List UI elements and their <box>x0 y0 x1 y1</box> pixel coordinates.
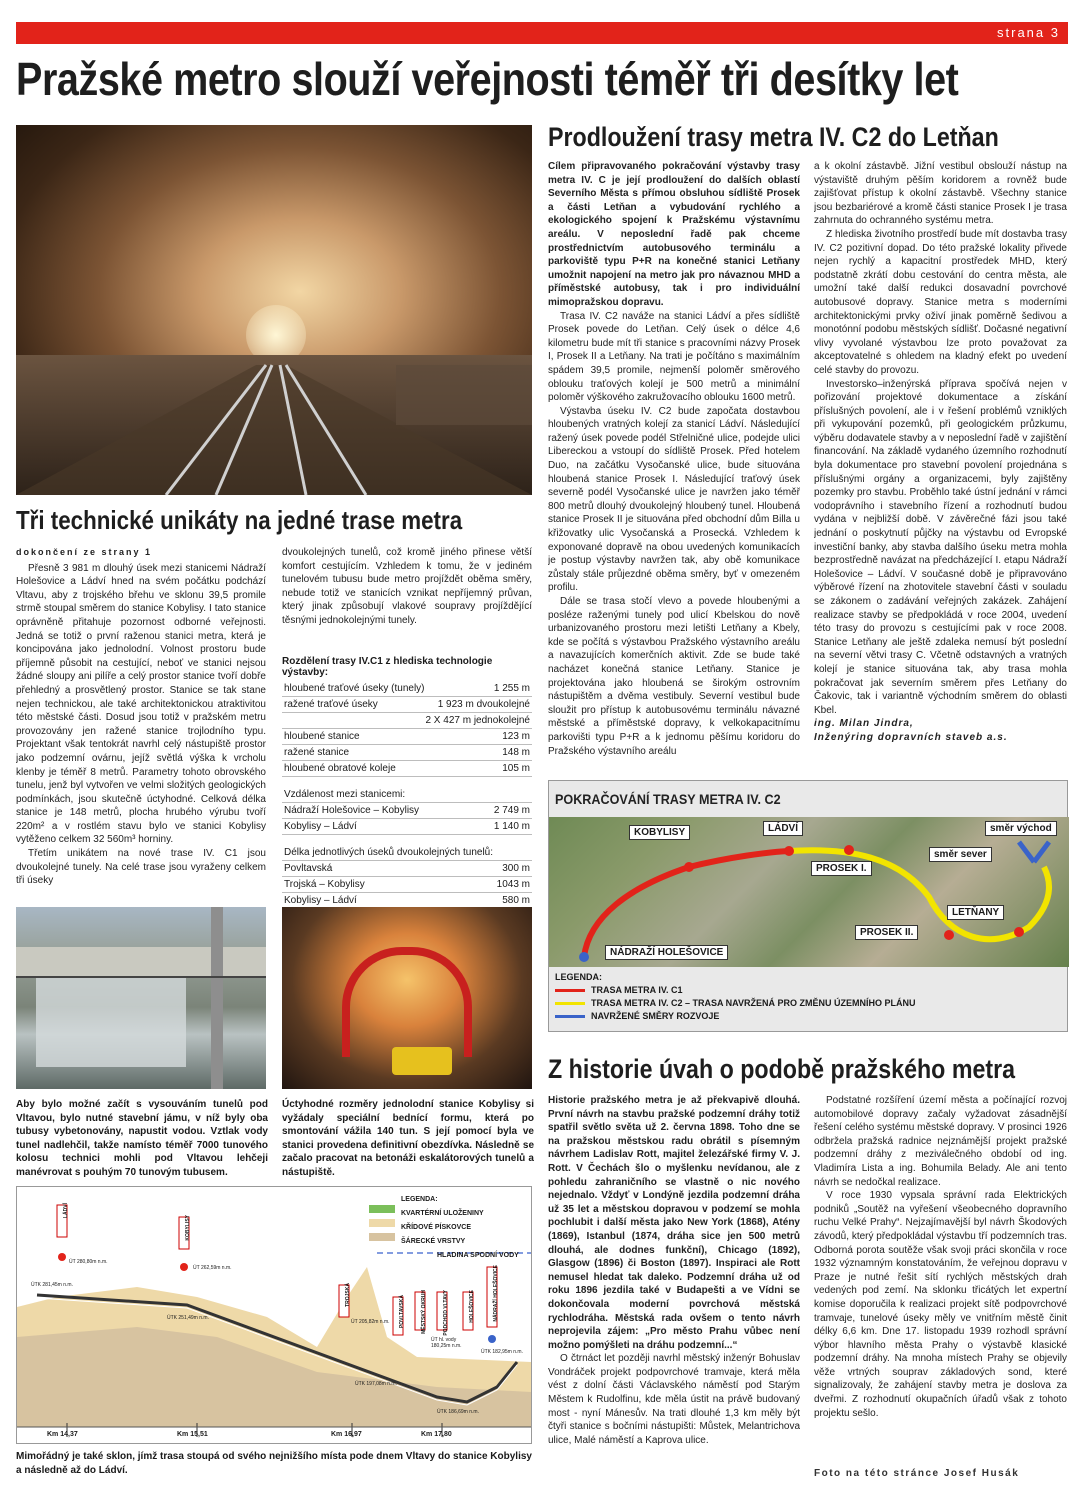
flooded-pit-illustration <box>16 907 266 1089</box>
kicker: dokončení ze strany 1 <box>16 547 153 557</box>
map-label: PROSEK I. <box>811 861 872 876</box>
table-row: hloubené obratové koleje 105 m <box>282 761 532 777</box>
station-formwork-photo <box>282 907 532 1089</box>
station-label: LÁDVÍ <box>63 1203 69 1218</box>
km-label: Km 16,97 <box>331 1431 362 1438</box>
left-article-column-1 <box>16 546 266 898</box>
formwork-frame <box>342 947 472 1057</box>
page-number: strana 3 <box>997 25 1060 40</box>
paragraph: Dále se trasa stočí vlevo a povede hloubenými a posléze raženými tunely pod ulicí Kbelskou do nově urbanizovaného prostoru mezi letišti Letňany a Kbely, kde se počítá s výstavbou Pražského výstavního areálu a navazujících komerčních aktivit. Zde se bude také nacházet konečná stanice Letňany. Stanice je projektována jako hloubená se širokým ostrovním nástupištěm a dvěma vestibuly. Severní vestibul bude sloužit pro přístup k autobusovému terminálu návazné městské a příměstské dopravy, k velkokapacitnímu parkovišti typu P+R a k jednomu pěšímu koridoru do Pražského výstavního areálu <box>548 596 800 757</box>
table-row: Trojská – Kobylisy 1043 m <box>282 877 532 893</box>
page-headline: Pražské metro slouží veřejnosti téměř tři desítky let <box>16 53 959 105</box>
paragraph: Trasa IV. C2 naváže na stanici Ládví a přes sídliště Prosek povede do Letňan. Celý úsek o délce 4,6 kilometru bude mít tři stanice s pracovními názvy Prosek I, Prosek II a Letňany. Na trati je počítáno s maximálním spádem 39,5 promile, nejmenší poloměr směrového oblouku traťových kolejí je 500 metrů a minimální poloměr výškového zakružovacího oblouku 1600 metrů. <box>548 310 800 404</box>
profile-legend: LEGENDA: KVARTÉRNÍ ULOŽENINY KŘÍDOVÉ PÍSKOVCE ŠÁRECKÉ VRSTVY HLADINA SPODNÍ VODY <box>401 1196 519 1259</box>
left-article-title: Tři technické unikáty na jedné trase metra <box>16 505 463 535</box>
km-label: Km 17,80 <box>421 1431 452 1438</box>
level-label: ÚTK 197,08m n.m. <box>355 1381 397 1387</box>
tunnel-stats-table <box>282 656 532 909</box>
map-label: směr sever <box>929 847 992 862</box>
km-label: Km 15,51 <box>177 1431 208 1438</box>
paragraph: Investorsko–inženýrská příprava spočívá nejen v pořizování projektové dokumentace a získání příslušných povolení, ale i v řešení problémů vzniklých při vykupování pozemků, při geologickém průzkumu, výběru dodavatele stavby a v neposlední řadě v zajištění financování. Na základě vydaného územního rozhodnutí byla dokumentace pro stavební povolení projednána s příslušnými orgány a organizacemi, byly zajištěny pozemky pro stavbu. Proběhlo také ústní jednání v rámci vodoprávního i stavebního řízení a rozhodnutí budou vydána v nejbližší době. V závěrečné fázi jsou také jednání o poskytnutí půjčky na výstavbu od Evropské investiční banky, aby stavba dalšího úseku metra mohla bezprostředně navázat na předcházející I. etapu Nádraží Holešovice – Ládví. V současné době je připravováno výběrové řízení na zhotovitele stavební části v souladu se zákonem o zadávání veřejných zakázek. Zahájení realizace stavby se předpokládá v roce 2004, uvedení této trasy do provozu s cestujícími pak v roce 2008. Stanice Letňany ale ještě zdaleka nemusí být poslední na severní větvi trasy C. Včetně odstavných a vratných kolejí je stanice situována tak, aby trasa mohla pokračovat jak severním směrem přes Letňany do Čakovic, tak i variantně východním směrem do oblasti Kbel. <box>814 378 1067 716</box>
table-subtitle: Vzdálenost mezi stanicemi: <box>282 787 532 803</box>
station-label: MĚSTSKÝ OKRUH <box>421 1290 427 1334</box>
history-column-2 <box>814 1094 1067 1454</box>
right-article-column-1 <box>548 160 800 772</box>
map-legend: LEGENDA: TRASA METRA IV. C1 TRASA METRA IV. C2 – TRASA NAVRŽENÁ PRO ZMĚNU ÚZEMNÍHO PLÁNU NAVRŽENÉ SMĚRY ROZVOJE <box>555 972 916 1021</box>
profile-caption: Mimořádný je také sklon, jímž trasa stoupá od svého nejnižšího místa pode dnem Vltavy do stanice Kobylisy a následně až do Ládví. <box>16 1451 532 1476</box>
station-label: POVLTAVSKÁ <box>399 1295 405 1329</box>
level-label: ÚTK 186,69m n.m. <box>437 1409 479 1415</box>
route-map <box>548 780 1068 1032</box>
map-label: PROSEK II. <box>855 925 918 940</box>
right-article-column-2 <box>814 160 1067 772</box>
author-signature: ing. Milan Jindra, <box>814 718 914 730</box>
station-label: PODCHOD VLTAVY <box>443 1290 449 1336</box>
page-header-bar <box>16 22 1068 44</box>
longitudinal-profile-diagram <box>16 1186 532 1444</box>
level-label: ÚT 280,80m n.m. <box>69 1259 108 1265</box>
table-row: 2 X 427 m jednokolejné <box>282 713 532 729</box>
tunnel-photo <box>16 125 532 495</box>
table-row: hloubené stanice 123 m <box>282 729 532 745</box>
km-label: Km 14,37 <box>47 1431 78 1438</box>
table-row: ražené stanice 148 m <box>282 745 532 761</box>
table-row: Kobylisy – Ládví 1 140 m <box>282 819 532 835</box>
photo-caption: Úctyhodné rozměry jednolodní stanice Kobylisy si vyžádaly speciální bednící formu, která po smontování vážila 140 tun. S její pomocí byla ve stanici provedena definitivní obezdívka. Následně se začalo pracovat na betonáži eskalátorových tunelů a nástupiště. <box>282 1099 534 1178</box>
map-aerial <box>549 817 1069 967</box>
paragraph: a k okolní zástavbě. Jižní vestibul obslouží nástup na výstaviště druhým pěším koridorem a rovněž bude zajišťovat přístup k okolní zástavbě. Všechny stanice jsou bezbariérové a kromě části stanice Prosek I je trasa zahrnuta do ochranného systému metra. <box>814 161 1067 227</box>
map-label: LETŇANY <box>947 905 1004 920</box>
station-label: KOBYLISY <box>185 1215 191 1241</box>
paragraph: Třetím unikátem na nové trase IV. C1 jsou dvoukolejné tunely. Na celé trase jsou vyraženy celkem tři úseky <box>16 848 266 887</box>
paragraph: Výstavba úseku IV. C2 bude započata dostavbou hloubených vratných kolejí za stanicí Ládví. Následující ražený úsek povede podél Střelničné ulice, podejde ulici Libereckou a vstoupí do sídliště Prosek. Před hotelem Duo, na začátku Vysočanské ulice, bude situována hloubená stanice Prosek I. Následující traťový úsek severně podél Vysočanské ulice je navržen jako téměř 800 metrů dlouhý dvoukolejný hloubený tunel. Hloubená stanice Prosek II je situována před obchodní dům Billa u křižovatky ulic Vysočanská a Prosecká. Vzhledem k exponované dopravě na obou uvedených komunikacích je postup výstavby navržen tak, aby obě komunikace zůstaly stále průjezdné oběma směry, byť v omezeném profilu. <box>548 405 800 594</box>
photo-caption: Aby bylo možné začít s vysouváním tunelů pod Vltavou, bylo nutné stavební jámu, v níž byly oba tubusy vybetonovány, napustit vodou. Vztlak vody tunel nadlehčil, takže namísto téměř 7000 tunového kolosu technici mohli pod Vltavou lehčeji manévrovat s pouhým 70 tunovým tubusem. <box>16 1099 268 1178</box>
paragraph: O čtrnáct let později navrhl městský inženýr Bohuslav Vondráček projekt podpovrchové tramvaje, která měla vést z dolní části Václavského náměstí pod Starým Městem k Rudolfinu, kde měla ústit na právě budovaný most - nyní Mánesův. Na trati dlouhé 1,3 km měly být čtyři stanice s bočními nástupišti: Můstek, Melantrichova ulice, Malé náměstí a Kaprova ulice. <box>548 1353 800 1446</box>
station-label: NÁDRAŽÍ HOLEŠOVICE <box>493 1265 499 1322</box>
table-row: Nádraží Holešovice – Kobylisy 2 749 m <box>282 803 532 819</box>
paragraph: Z hlediska životního prostředí bude mít dostavba trasy IV. C2 pozitivní dopad. Do této pražské lokality přivede nejen rychlý a kapacitní prostředek MHD, který podstatně zkrátí dobu cestování do centra města, ale umožní také další redukci dosavadní povrchové autobusové dopravy. Stanice metra s moderními architektonickými prvky oživí jinak poměrně šedivou a monotónní podobu městských sídlišť. Dočasné negativní vlivy vyvolané výstavbou lze proto považovat za akceptovatelné s ohledem na kladný efekt po uvedení celé stavby do provozu. <box>814 228 1067 376</box>
station-label: HOLEŠOVICE <box>469 1290 475 1323</box>
flooded-pit-photo <box>16 907 266 1089</box>
table-row: ražené traťové úseky 1 923 m dvoukolejné <box>282 697 532 713</box>
table-row: hloubené traťové úseky (tunely) 1 255 m <box>282 681 532 697</box>
level-label: ÚT 262,59m n.m. <box>193 1265 232 1271</box>
table-row: Kobylisy – Ládví 580 m <box>282 893 532 909</box>
left-article-column-2 <box>282 546 532 628</box>
level-label: ÚTK 281,45m n.m. <box>31 1282 73 1288</box>
level-label: ÚT 205,82m n.m. <box>351 1319 390 1325</box>
history-article-title: Z historie úvah o podobě pražského metra <box>548 1054 1016 1084</box>
loader-vehicle <box>392 1047 452 1075</box>
history-column-1 <box>548 1094 800 1484</box>
paragraph: dvoukolejných tunelů, což kromě jiného přinese větší komfort cestujícím. Vzhledem k tomu, že v jediném tunelovém tubusu bude metro projíždět oběma směry, nebude totiž ve stanicích vznikat nepříjemný průvan, který jinak způsobují vlakové soupravy projíždějící těsnými jednokolejnými tunely. <box>282 547 532 626</box>
tunnel-rails-illustration <box>16 125 532 495</box>
map-title: POKRAČOVÁNÍ TRASY METRA IV. C2 <box>555 791 781 807</box>
paragraph: Podstatné rozšíření území města a počínající rozvoj automobilové dopravy začaly vyžadovat zásadnější řešení celého systému městské dopravy. V prosinci 1926 odbržela pražská radnice nejznámější projekt pražské podzemní dráhy z meziválečného období od ing. Vladimíra Lista a ing. Bohumila Belady. Ale ani tento návrh se nedočkal realizace. <box>814 1095 1067 1188</box>
right-article-title: Prodloužení trasy metra IV. C2 do Letňan <box>548 122 999 152</box>
table-title: Rozdělení trasy IV.C1 z hlediska technologie výstavby: <box>282 656 493 678</box>
level-label: ÚTK 182,95m n.m. <box>481 1349 523 1355</box>
paragraph: V roce 1930 vypsala správní rada Elektrických podniků „Soutěž na vyřešení všeobecného dopravního ruchu Velké Prahy“. Nejzajímavější byl návrh Škodových závodů, který předpokládal výstavbu tří podzemních tras. Odborná porota soutěže však svoji práci skončila v roce 1932 významným konstatováním, že veřejnou dopravu v Praze je nutné řešit sítí rychlých městských drah vedených pod zemí. Na sklonku třicátých let expertní komise doporučila k realizaci projekt sítě podpovrchové tramvaje, tunelové úseky měly ve vnitřním městě činit délky 6,6 km. Dne 17. listopadu 1939 rozhodl správní výbor hlavního města Prahy o výstavbě klasické podzemní dráhy. Na mnoha místech Prahy se objevily věže vrtných souprav základových sond, které signalizovaly, že zahájení stavby metra je doslova za dveřmi. Z rozhodnutí okupačních úřadů však z tohoto projektu sešlo. <box>814 1190 1067 1419</box>
lead-paragraph: Cílem připravovaného pokračování výstavby trasy metra IV. C je její prodloužení do dalších oblastí Severního Města s přímou obsluhou sídliště Prosek a části Letňan a vybudování rychlého a ekologického spojení k Pražskému výstavnímu areálu. V neposlední řadě pak chceme prostřednictvím autobusového terminálu a parkoviště typu P+R na konečné stanici Letňany umožnit napojení na metro jak pro návaznou MHD a příměstské autobusy, tak i pro individuální mimopražskou dopravu. <box>548 161 800 308</box>
author-affiliation: Inženýring dopravních staveb a.s. <box>814 731 1008 743</box>
map-label: směr východ <box>985 821 1057 836</box>
station-label: TROJSKÁ <box>345 1283 351 1307</box>
level-label: ÚTK 251,49m n.m. <box>167 1315 209 1321</box>
photo-credit: Foto na této stránce Josef Husák <box>814 1468 1020 1479</box>
table-subtitle: Délka jednotlivých úseků dvoukolejných tunelů: <box>282 845 532 861</box>
table-row: Povltavská 300 m <box>282 861 532 877</box>
map-label: LÁDVÍ <box>763 821 803 836</box>
map-label: KOBYLISY <box>629 825 690 840</box>
map-label: NÁDRAŽÍ HOLEŠOVICE <box>605 945 728 960</box>
paragraph: Přesně 3 981 m dlouhý úsek mezi stanicemi Nádraží Holešovice a Ládví hned na svém počátku podchází Vltavu, aby z trojského břehu ve sklonu 39,5 promile strmě stoupal směrem do stanice Kobylisy. I tato stanice oprávněně přitahuje pozornost odborné veřejnosti. Jedná se totiž o první raženou stanici metra, která je koncipována jako jednolodní. Volnost prostoru bude příjemně působit na cestující, neboť ve stanici nejsou žádné sloupy ani pilíře a celý prostor stanice tvoří dobře přehledný a prosvětlený prostor. Stanice se tak stane nejen technickou, ale také architektonickou atraktivitou této městské části. Dosud jsou totiž v pražském metru provozovány jen ražené stanice trojlodního typu. Projektant však tentokrát navrhl celý nástupiště prostor jako podzemní ovárnu, jejíž světlá výška k vrcholu klenby je téměř 8 metrů. Parametry tohoto obrovského tunelu, jenž byl vytvořen ve velmi složitých geologických podmínkách, jsou skutečně úctyhodné. Celková délka stanice je 148 metrů, plocha hrubého výrubu tvoří 220m² a v rostlém stavu bylo ve stanici Kobylisy vytěženo celkem 32 560m³ horniny. <box>16 562 266 846</box>
level-label: ÚT hl. vody 180,25m n.m. <box>431 1337 462 1349</box>
lead-paragraph: Historie pražského metra je až překvapivě dlouhá. První návrh na stavbu pražské podzemní dráhy totiž spatřil světlo světa už 2. června 1898. Toho dne se na pražskou městskou radu obrátil s písemným návrhem Ladislav Rott, majitel železářské firmy V. J. Rott. V Čechách šlo o myšlenku nevídanou, ale z pohledu zahraničního se vlastně o nic nového nejednalo. Vždyť v Londýně jezdila podzemní dráha už 35 let a městskou dopravou v podzemí se mohla pochlubit i další města jako New York (1868), Atény (1869), Istanbul (1874, dráha sice jen 500 metrů dlouhá, ale dodnes funkční), Chicago (1892), Glasgow (1896) či Boston (1897). Inspiraci ale Rott nemusel hledat tak daleko. Podzemní dráha už od roku 1896 jezdila také v Budapešti a ve Vídni se dokončovala moderní povrchová městská rychlodráha. Městská rada ovšem o tento návrh neprojevila zájem: „Pro město Prahu vůbec není možno pomýšleti na dráhu podzemní...“ <box>548 1095 800 1351</box>
